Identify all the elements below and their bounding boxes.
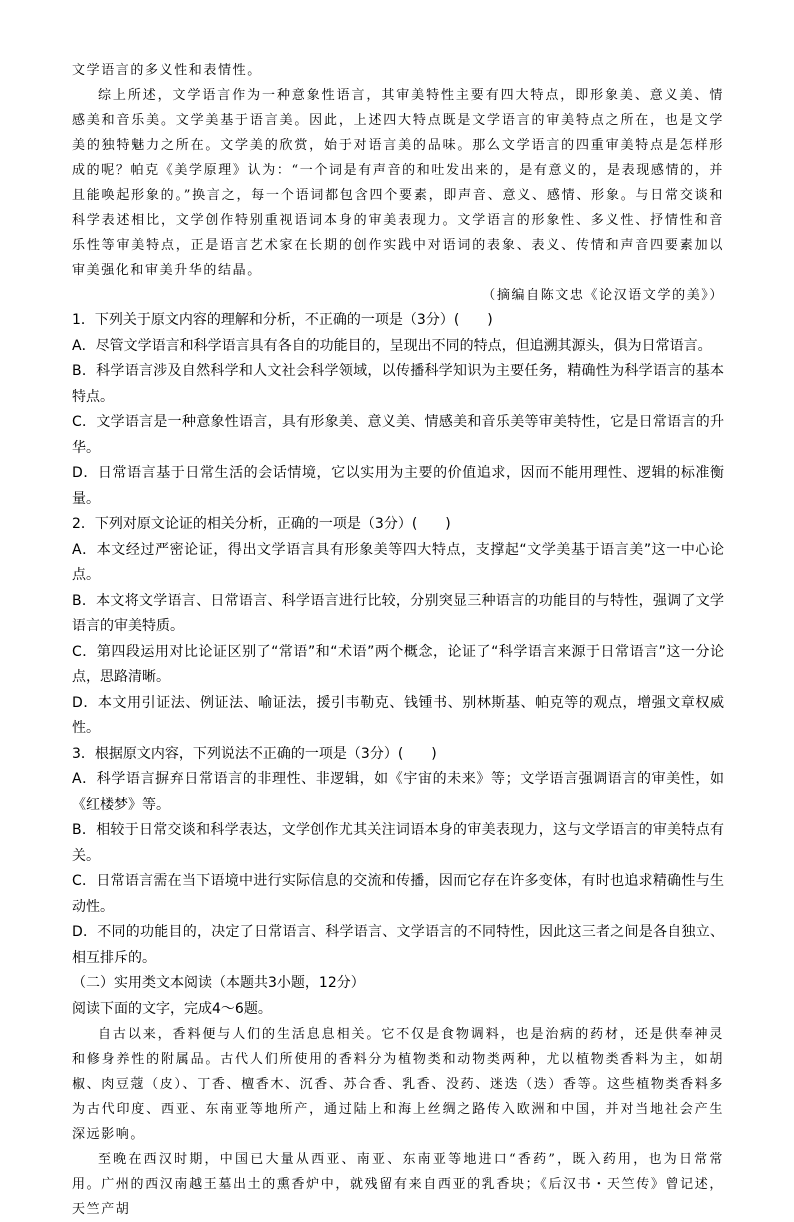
document-page <box>72 58 724 1222</box>
question-2 <box>72 512 724 742</box>
question-3 <box>72 742 724 972</box>
passage1-paragraph-end: 文学语言的多义性和表情性。 <box>72 63 262 78</box>
option-a: A．尽管文学语言和科学语言具有各自的功能目的，呈现出不同的特点，但追溯其源头，俱为日常语言。 <box>72 337 712 354</box>
option-d: D．本文用引证法、例证法、喻证法，援引韦勒克、钱锺书、别林斯基、帕克等的观点，增强文章权威性。 <box>72 694 724 736</box>
option-a: A．本文经过严密论证，得出文学语言具有形象美等四大特点，支撑起“文学美基于语言美”这一中心论点。 <box>72 541 724 583</box>
question-stem: 2．下列对原文论证的相关分析，正确的一项是（3分）( ) <box>72 516 451 532</box>
question-stem: 1．下列关于原文内容的理解和分析，不正确的一项是（3分）( ) <box>72 312 493 328</box>
passage2-paragraph-1: 自古以来，香料便与人们的生活息息相关。它不仅是食物调料，也是治病的药材，还是供奉神灵和修身养性的附属品。古代人们所使用的香料分为植物类和动物类两种，尤以植物类香料为主，如胡椒、肉豆蔻（皮）、丁香、檀香木、沉香、苏合香、乳香、没药、迷迭（迭）香等。这些植物类香料多为古代印度、西亚、东南亚等地所产，通过陆上和海上丝绸之路传入欧洲和中国，并对当地社会产生深远影响。 <box>72 1027 724 1142</box>
passage1-source: （摘编自陈文忠《论汉语文学的美》） <box>482 288 724 303</box>
option-a: A．科学语言摒弃日常语言的非理性、非逻辑，如《宇宙的未来》等；文学语言强调语言的审美性，如《红楼梦》等。 <box>72 771 724 813</box>
question-stem: 3．根据原文内容，下列说法不正确的一项是（3分）( ) <box>72 745 437 762</box>
question-1 <box>72 308 724 512</box>
passage2-paragraph-2: 至晚在西汉时期，中国已大量从西亚、南亚、东南亚等地进口“香药”，既入药用，也为日常常用。广州的西汉南越王墓出土的熏香炉中，就残留有来自西亚的乳香块；《后汉书・天竺传》曾记述，天竺产胡 <box>72 1152 724 1217</box>
section-heading: （二）实用类文本阅读（本题共3小题，12分） <box>72 975 365 991</box>
option-b: B．科学语言涉及自然科学和人文社会科学领域，以传播科学知识为主要任务，精确性为科学语言的基本特点。 <box>72 363 724 405</box>
section-instruction: 阅读下面的文字，完成4～6题。 <box>72 1000 272 1017</box>
passage1-paragraph: 综上所述，文学语言作为一种意象性语言，其审美特性主要有四大特点，即形象美、意义美、情感美和音乐美。文学美基于语言美。因此，上述四大特点既是文学语言的审美特点之所在，也是文学美的独特魅力之所在。文学美的欣赏，始于对语言美的品味。那么文学语言的四重审美特点是怎样形成的呢？帕克《美学原理》认为：“一个词是有声音的和吐发出来的，是有意义的，是表现感情的，并且能唤起形象的。”换言之，每一个语词都包含四个要素，即声音、意义、感情、形象。与日常交谈和科学表述相比，文学创作特别重视语词本身的审美表现力。文学语言的形象性、多义性、抒情性和音乐性等审美特点，正是语言艺术家在长期的创作实践中对语词的表象、表义、传情和声音四要素加以审美强化和审美升华的结晶。 <box>72 88 724 278</box>
option-b: B．相较于日常交谈和科学表达，文学创作尤其关注词语本身的审美表现力，这与文学语言的审美特点有关。 <box>72 822 724 864</box>
option-d: D．不同的功能目的，决定了日常语言、科学语言、文学语言的不同特性，因此这三者之间是各自独立、相互排斥的。 <box>72 924 724 966</box>
option-c: C．文学语言是一种意象性语言，具有形象美、意义美、情感美和音乐美等审美特性，它是日常语言的升华。 <box>72 414 724 456</box>
option-c: C．第四段运用对比论证区别了“常语”和“术语”两个概念，论证了“科学语言来源于日常语言”这一分论点，思路清晰。 <box>72 643 724 685</box>
option-b: B．本文将文学语言、日常语言、科学语言进行比较，分别突显三种语言的功能目的与特性，强调了文学语言的审美特质。 <box>72 592 724 634</box>
option-d: D．日常语言基于日常生活的会话情境，它以实用为主要的价值追求，因而不能用理性、逻辑的标准衡量。 <box>72 465 724 507</box>
option-c: C．日常语言需在当下语境中进行实际信息的交流和传播，因而它存在许多变体，有时也追求精确性与生动性。 <box>72 873 724 915</box>
